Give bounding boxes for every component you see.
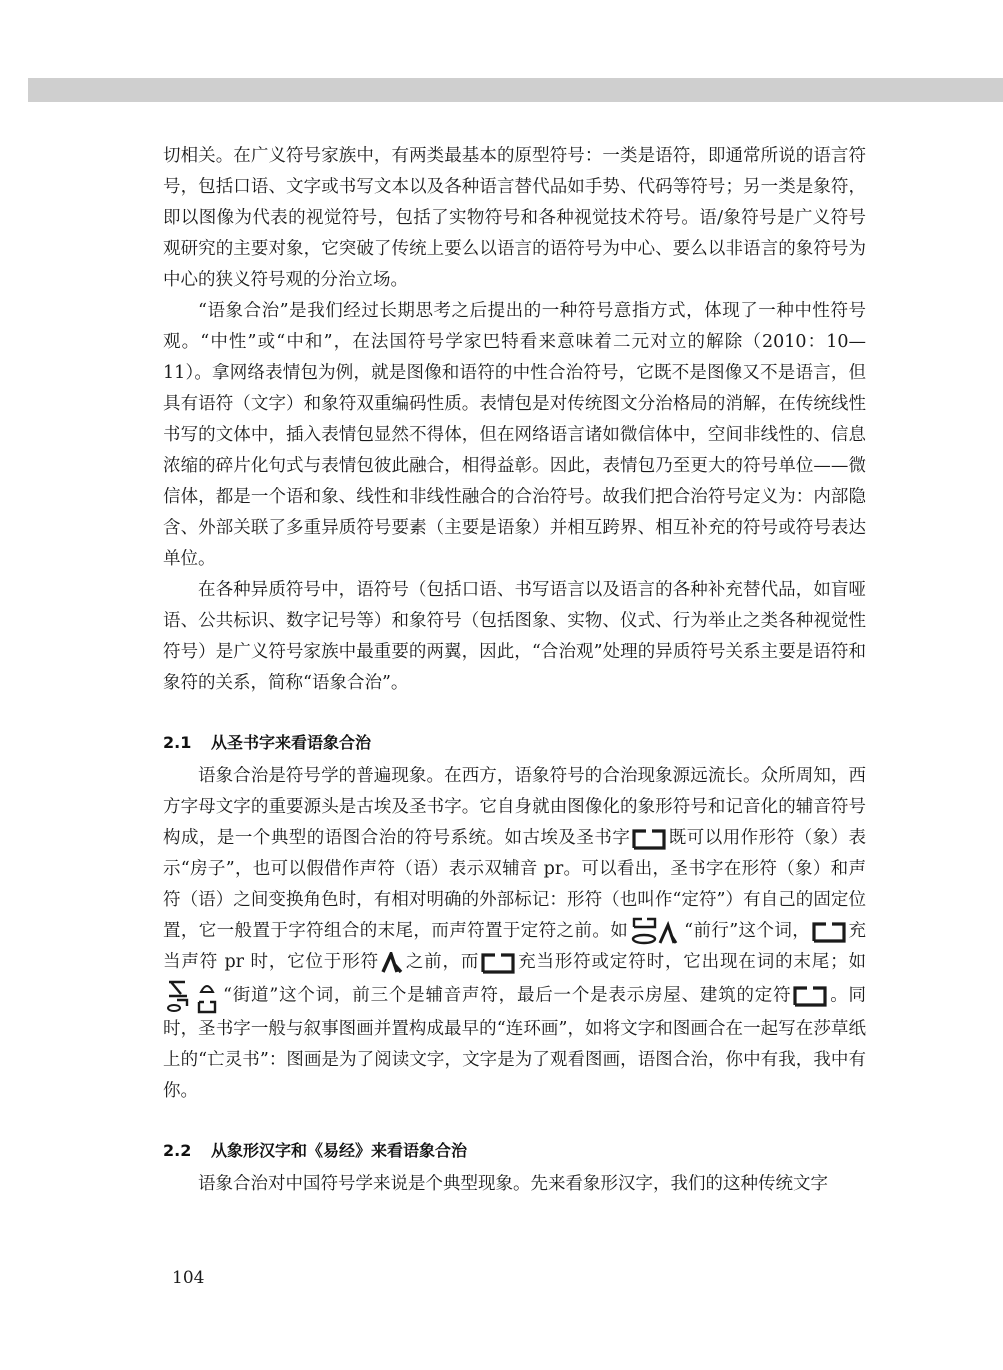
house-hieroglyph-icon xyxy=(812,921,846,943)
house-hieroglyph-icon xyxy=(632,828,666,850)
paragraph-4-text-d: 充当声符 pr 时，它位于形符 xyxy=(163,921,866,972)
street-hieroglyph-icon xyxy=(165,978,221,1014)
walk-forward-hieroglyph-icon xyxy=(630,917,682,947)
section-title: 从象形汉字和《易经》来看语象合治 xyxy=(211,1141,468,1160)
paragraph-4-text-b: 既可以用作形符（象）表示“房子”，也可以假借作声符（语）表示双辅音 pr。可以看出，圣书字在形符（象）和声符（语）之间变换角色时，有相对明确的外部标记：形符（也叫作“定符”）有自己的固定位置，它一般置于字符组合的末尾，而声符置于定符之前。如 xyxy=(163,828,866,941)
paragraph-4-text-h: 。同时，圣书字一般与叙事图画并置构成最早的“连环画”，如将文字和图画合在一起写在莎草纸上的“亡灵书”：图画是为了阅读文字，文字是为了观看图画，语图合治，你中有我，我中有你。 xyxy=(163,985,866,1101)
paragraph-1: 切相关。在广义符号家族中，有两类最基本的原型符号：一类是语符，即通常所说的语言符号，包括口语、文字或书写文本以及各种语言替代品如手势、代码等符号；另一类是象符，即以图像为代表的视觉符号，包括了实物符号和各种视觉技术符号。语/象符号是广义符号观研究的主要对象，它突破了传统上要么以语言的语符号为中心、要么以非语言的象符号为中心的狭义符号观的分治立场。 xyxy=(163,146,866,290)
legs-hieroglyph-icon xyxy=(381,952,403,974)
paragraph-4-text-f: 充当形符或定符时，它出现在词的末尾；如 xyxy=(517,952,867,972)
section-heading-2-1 xyxy=(163,731,866,755)
paragraph-4-text-a: 语象合治是符号学的普遍现象。在西方，语象符号的合治现象源远流长。众所周知，西方字母文字的重要源头是古埃及圣书字。它自身就由图像化的象形符号和记音化的辅音符号构成，是一个典型的语图合治的符号系统。如古埃及圣书字 xyxy=(163,766,866,848)
paragraph-4-text-c: “前行”这个词， xyxy=(684,921,811,941)
paragraph-2: “语象合治”是我们经过长期思考之后提出的一种符号意指方式，体现了一种中性符号观。“中性”或“中和”，在法国符号学家巴特看来意味着二元对立的解除（2010：10—11）。拿网络表情包为例，就是图像和语符的中性合治符号，它既不是图像又不是语言，但具有语符（文字）和象符双重编码性质。表情包是对传统图文分治格局的消解，在传统线性书写的文体中，插入表情包显然不得体，但在网络语言诸如微信体中，空间非线性的、信息浓缩的碎片化句式与表情包彼此融合，相得益彰。因此，表情包乃至更大的符号单位——微信体，都是一个语和象、线性和非线性融合的合治符号。故我们把合治符号定义为：内部隐含、外部关联了多重异质符号要素（主要是语象）并相互跨界、相互补充的符号或符号表达单位。 xyxy=(163,301,866,569)
page-number: 104 xyxy=(172,1268,205,1288)
paragraph-4-text-g: “街道”这个词，前三个是辅音声符，最后一个是表示房屋、建筑的定符 xyxy=(223,985,792,1006)
paragraph-4-text-e: 之前，而 xyxy=(404,952,480,972)
paragraph-3: 在各种异质符号中，语符号（包括口语、书写语言以及语言的各种补充替代品，如盲哑语、公共标识、数字记号等）和象符号（包括图象、实物、仪式、行为举止之类各种视觉性符号）是广义符号家族中最重要的两翼，因此，“合治观”处理的异质符号关系主要是语符和象符的关系，简称“语象合治”。 xyxy=(163,580,866,693)
header-band xyxy=(28,78,1003,102)
section-number: 2.2 xyxy=(163,1141,192,1160)
section-number: 2.1 xyxy=(163,733,192,752)
page-content xyxy=(163,141,866,1200)
paragraph-4 xyxy=(163,761,866,1107)
section-heading-2-2 xyxy=(163,1139,866,1163)
paragraph-5: 语象合治对中国符号学来说是个典型现象。先来看象形汉字，我们的这种传统文字 xyxy=(198,1174,828,1194)
house-hieroglyph-icon xyxy=(793,985,827,1007)
house-hieroglyph-icon xyxy=(481,952,515,974)
section-title: 从圣书字来看语象合治 xyxy=(211,733,372,752)
